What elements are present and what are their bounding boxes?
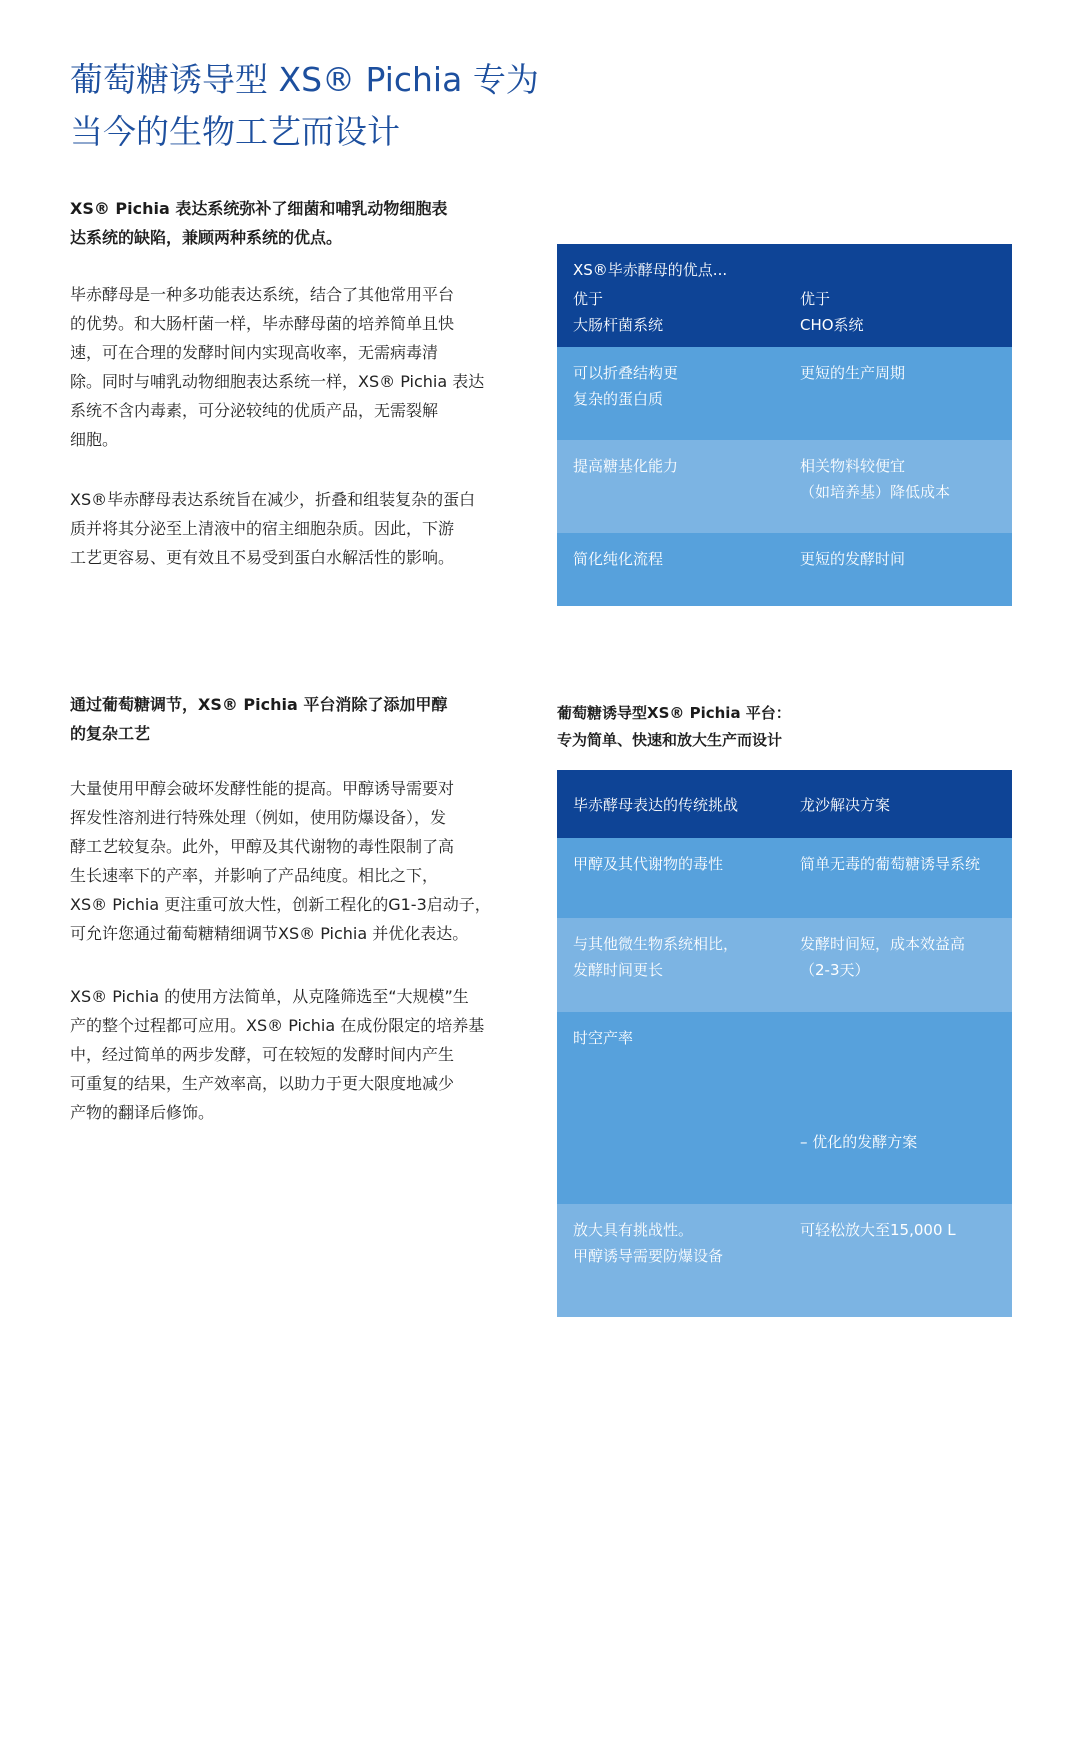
advantages-table-header [557, 244, 1012, 347]
solutions-col2-header: 龙沙解决方案 [800, 796, 891, 814]
table-cell [800, 1217, 1005, 1243]
section2-p2-line: XS® Pichia 的使用方法简单，从克隆筛选至“大规模”生 [70, 987, 469, 1006]
table-cell [800, 931, 1005, 983]
cell-line: 发酵时间更长 [573, 961, 664, 979]
cell-line: 相关物料较便宜 [800, 457, 906, 475]
cell-line: 更高产率的克隆 [800, 1413, 920, 1431]
table-cell [800, 851, 1005, 877]
section2-p1-line: XS® Pichia 更注重可放大性，创新工程化的G1-3启动子， [70, 895, 491, 914]
section1-paragraph-1 [70, 280, 540, 454]
table-cell [573, 1025, 783, 1051]
advantages-col2-header [800, 286, 1005, 338]
solutions-table-header [557, 770, 1012, 838]
cell-line: 放大具有挑战性。 [573, 1221, 694, 1239]
section2-p2-line: 中，经过简单的两步发酵，可在较短的发酵时间内产生 [70, 1045, 455, 1064]
section2-p1-line: 生长速率下的产率，并影响了产品纯度。相比之下， [70, 866, 439, 885]
section2-lead [70, 690, 540, 748]
section1-p2-line: 质并将其分泌至上清液中的宿主细胞杂质。因此，下游 [70, 519, 455, 538]
table-row [557, 347, 1012, 440]
cell-line: 复杂的蛋白质 [573, 390, 664, 408]
table-row [557, 838, 1012, 918]
section1-p1-line: 细胞。 [70, 430, 119, 449]
page-title-line-2: 当今的生物工艺而设计 [70, 112, 400, 151]
table-cell [573, 453, 783, 479]
cell-line: 可轻松放大至15,000 L [800, 1221, 956, 1239]
section1-p1-line: 系统不含内毒素，可分泌较纯的优质产品，无需裂解 [70, 401, 439, 420]
table-cell [573, 546, 783, 572]
solutions-table-caption [557, 700, 1012, 754]
section2-p2-line: 可重复的结果，生产效率高，以助力于更大限度地减少 [70, 1074, 455, 1093]
section2-p2-line: 产物的翻译后修饰。 [70, 1103, 215, 1122]
table-row [557, 918, 1012, 1012]
col2-header-line: CHO系统 [800, 316, 864, 334]
solutions-col1-header: 毕赤酵母表达的传统挑战 [573, 796, 739, 814]
table-cell [800, 360, 1005, 386]
solution-list-item [800, 1077, 1005, 1207]
section2-lead-line-2: 的复杂工艺 [70, 724, 151, 743]
cell-line: – 优化的发酵方案 [800, 1133, 918, 1151]
section2-paragraph-1 [70, 774, 540, 948]
cell-line: 简化纯化流程 [573, 550, 664, 568]
section2-p1-line: 大量使用甲醇会破坏发酵性能的提高。甲醇诱导需要对 [70, 779, 455, 798]
section2-p1-line: 挥发性溶剂进行特殊处理（例如，使用防爆设备），发 [70, 808, 447, 827]
section1-paragraph-2 [70, 485, 540, 572]
page-title [70, 54, 590, 158]
cell-line: 更短的发酵时间 [800, 550, 906, 568]
section1-p2-line: 工艺更容易、更有效且不易受到蛋白水解活性的影响。 [70, 548, 455, 567]
cell-line: 甲醇及其代谢物的毒性 [573, 855, 724, 873]
advantages-col1-header [573, 286, 783, 338]
table-cell [573, 1217, 783, 1269]
section1-lead-line-2: 达系统的缺陷，兼顾两种系统的优点。 [70, 228, 343, 247]
advantages-table [557, 244, 1012, 606]
cell-line: – 高滴度（≥10g/L） [800, 1615, 942, 1633]
cell-line: 可以折叠结构更 [573, 364, 679, 382]
cell-line: （2-3天） [800, 961, 870, 979]
caption-line-2: 专为简单、快速和放大生产而设计 [557, 731, 783, 749]
section1-p2-line: XS®毕赤酵母表达系统旨在减少，折叠和组装复杂的蛋白 [70, 490, 476, 509]
col1-header-line: 大肠杆菌系统 [573, 316, 664, 334]
col1-header-line: 优于 [573, 290, 604, 308]
table-cell [800, 546, 1005, 572]
table-cell [573, 360, 783, 412]
cell-line: 发酵时间短，成本效益高 [800, 935, 966, 953]
caption-line-1: 葡萄糖诱导型XS® Pichia 平台： [557, 704, 791, 722]
page-title-line-1: 葡萄糖诱导型 XS® Pichia 专为 [70, 60, 539, 99]
section1-p1-line: 毕赤酵母是一种多功能表达系统，结合了其他常用平台 [70, 285, 455, 304]
cell-line: （如培养基）降低成本 [800, 483, 951, 501]
table-cell [573, 931, 783, 983]
section2-p1-line: 可允许您通过葡萄糖精细调节XS® Pichia 并优化表达。 [70, 924, 469, 943]
advantages-table-title: XS®毕赤酵母的优点... [573, 261, 728, 279]
section2-p1-line: 酵工艺较复杂。此外，甲醇及其代谢物的毒性限制了高 [70, 837, 455, 856]
section1-lead [70, 194, 540, 252]
section1-p1-line: 除。同时与哺乳动物细胞表达系统一样，XS® Pichia 表达 [70, 372, 485, 391]
section1-lead-line-1: XS® Pichia 表达系统弥补了细菌和哺乳动物细胞表 [70, 199, 448, 218]
cell-line: – 组合筛选更高品质、 [800, 1335, 948, 1353]
section1-p1-line: 速，可在合理的发酵时间内实现高收率，无需病毒清 [70, 343, 439, 362]
section2-p2-line: 产的整个过程都可应用。XS® Pichia 在成份限定的培养基 [70, 1016, 485, 1035]
table-row [557, 440, 1012, 533]
table-cell [800, 1025, 1005, 1741]
cell-line: 简单无毒的葡萄糖诱导系统 [800, 855, 981, 873]
table-row [557, 1204, 1012, 1317]
solutions-table [557, 770, 1012, 1633]
col2-header-line: 优于 [800, 290, 831, 308]
section2-paragraph-2 [70, 982, 540, 1127]
cell-line: 与其他微生物系统相比， [573, 935, 739, 953]
table-row [557, 533, 1012, 606]
cell-line: 提高糖基化能力 [573, 457, 679, 475]
cell-line: 甲醇诱导需要防爆设备 [573, 1247, 724, 1265]
table-cell [800, 453, 1005, 505]
cell-line: 更短的生产周期 [800, 364, 906, 382]
section1-p1-line: 的优势。和大肠杆菌一样，毕赤酵母菌的培养简单且快 [70, 314, 455, 333]
solution-list-item [800, 1559, 1005, 1689]
table-cell [573, 851, 783, 877]
cell-line: 时空产率 [573, 1029, 634, 1047]
section2-lead-line-1: 通过葡萄糖调节，XS® Pichia 平台消除了添加甲醇 [70, 695, 448, 714]
